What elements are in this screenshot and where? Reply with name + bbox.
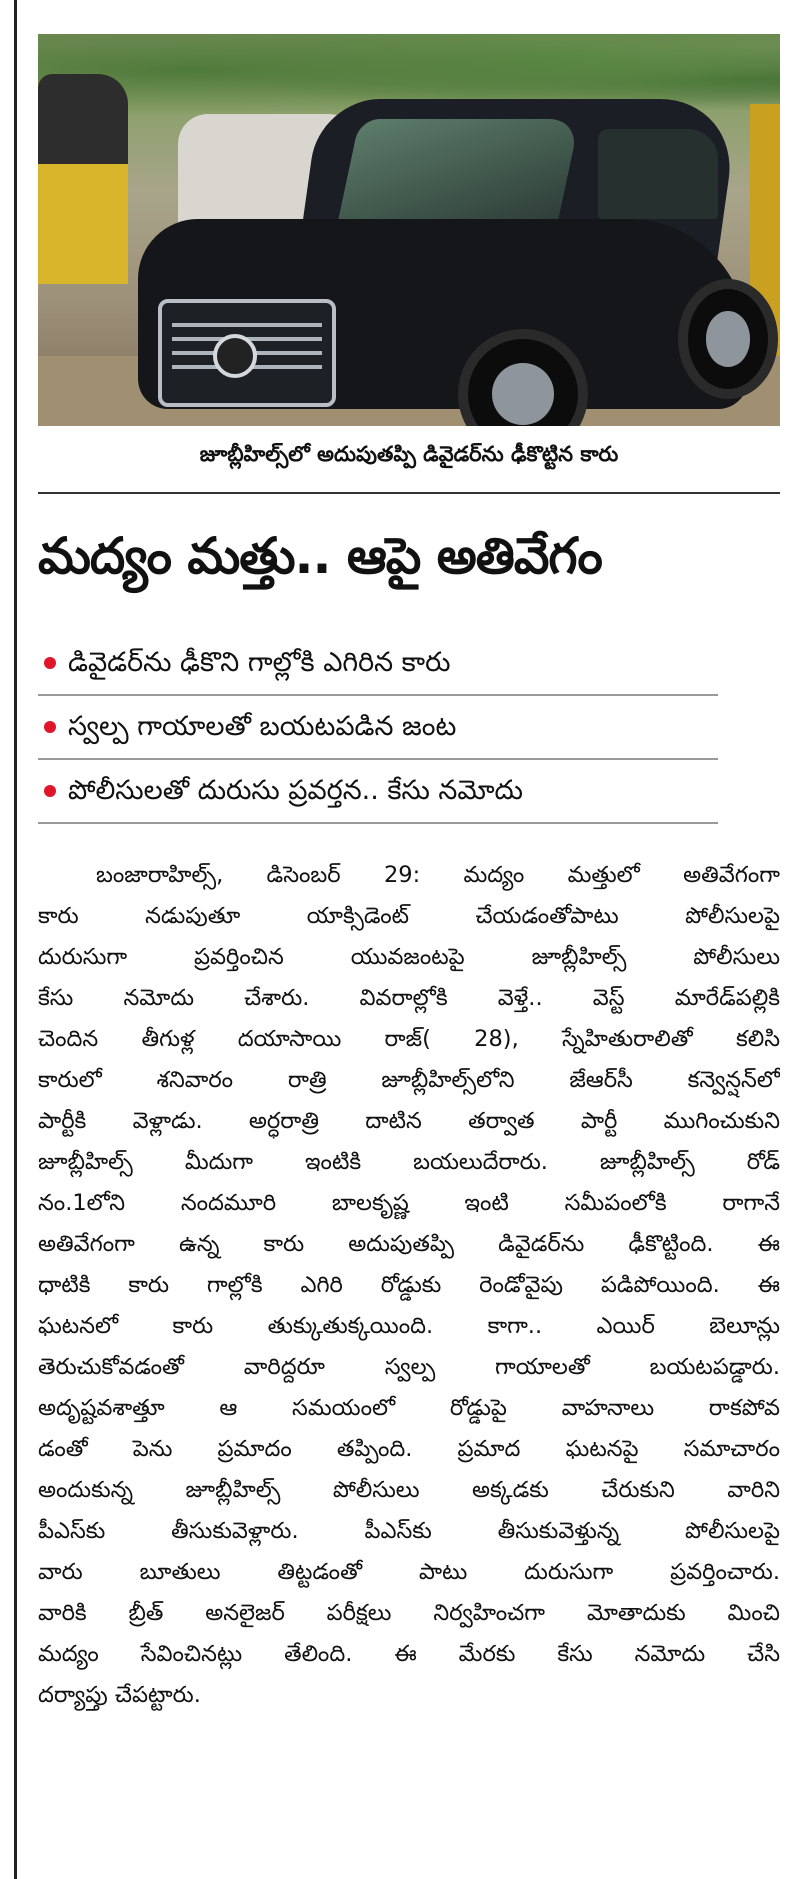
highlight-item — [38, 632, 718, 696]
body-line: తెరుచుకోవడంతో వారిద్దరూ స్వల్ప గాయాలతో బయటపడ్డారు. — [38, 1354, 780, 1380]
body-line: కారులో శనివారం రాత్రి జూబ్లీహిల్స్‌లోని జేఆర్‌సీ కన్వెన్షన్‌లో — [38, 1067, 780, 1093]
article-body — [38, 855, 780, 1716]
car-emblem — [213, 334, 257, 378]
body-line: చెందిన తీగుళ్ల దయాసాయి రాజ్( 28), స్నేహితురాలితో కలిసి — [38, 1026, 780, 1052]
highlight-text: డివైడర్‌ను ఢీకొని గాల్లోకి ఎగిరిన కారు — [68, 647, 451, 678]
highlights-list — [38, 632, 718, 824]
body-line: దర్యాప్తు చేపట్టారు. — [38, 1682, 201, 1708]
body-line: మద్యం సేవించినట్లు తేలింది. ఈ మేరకు కేసు నమోదు చేసి — [38, 1641, 780, 1667]
highlight-text: స్వల్ప గాయాలతో బయటపడిన జంట — [68, 711, 457, 742]
damaged-car — [118, 89, 758, 426]
body-line: అందుకున్న జూబ్లీహిల్స్ పోలీసులు అక్కడకు చేరుకుని వారిని — [38, 1477, 780, 1503]
body-line: ధాటికి కారు గాల్లోకి ఎగిరి రోడ్డుకు రెండోవైపు పడిపోయింది. ఈ — [38, 1272, 780, 1298]
body-line: జూబ్లీహిల్స్ మీదుగా ఇంటికి బయలుదేరారు. జూబ్లీహిల్స్ రోడ్ — [38, 1149, 780, 1175]
news-photo — [38, 34, 780, 426]
highlight-text: పోలీసులతో దురుసు ప్రవర్తన.. కేసు నమోదు — [68, 775, 523, 806]
highlight-item — [38, 760, 718, 824]
body-line: పీఎస్‌కు తీసుకువెళ్లారు. పీఎస్‌కు తీసుకువెళ్తున్న పోలీసులపై — [38, 1518, 780, 1544]
car-rear-wheel — [678, 279, 778, 399]
body-line: డంతో పెను ప్రమాదం తప్పింది. ప్రమాద ఘటనపై సమాచారం — [38, 1436, 780, 1462]
body-line: బంజారాహిల్స్, డిసెంబర్ 29: మద్యం మత్తులో అతివేగంగా — [96, 862, 780, 888]
body-line: వారు బూతులు తిట్టడంతో పాటు దురుసుగా ప్రవర్తించారు. — [38, 1559, 780, 1585]
highlight-item — [38, 696, 718, 760]
body-line: కేసు నమోదు చేశారు. వివరాల్లోకి వెళ్తే.. వెస్ట్ మారేడ్‌పల్లికి — [38, 985, 780, 1011]
article-headline: మద్యం మత్తు.. ఆపై అతివేగం — [38, 527, 602, 585]
photo-autorickshaw — [38, 74, 128, 284]
body-line: దురుసుగా ప్రవర్తించిన యువజంటపై జూబ్లీహిల్స్ పోలీసులు — [38, 944, 780, 970]
bullet-dot-icon — [44, 785, 56, 797]
body-line: వారికి బ్రీత్ అనలైజర్ పరీక్షలు నిర్వహించగా మోతాదుకు మించి — [38, 1600, 780, 1626]
bullet-dot-icon — [44, 657, 56, 669]
body-line: పార్టీకి వెళ్లాడు. అర్ధరాత్రి దాటిన తర్వాత పార్టీ ముగించుకుని — [38, 1108, 780, 1134]
body-line: ఘటనలో కారు తుక్కుతుక్కయింది. కాగా.. ఎయిర్ బెలూన్లు — [38, 1313, 780, 1339]
body-line: నం.1లోని నందమూరి బాలకృష్ణ ఇంటి సమీపంలోకి రాగానే — [38, 1190, 780, 1216]
caption-divider — [38, 492, 780, 494]
body-line: కారు నడుపుతూ యాక్సిడెంట్ చేయడంతోపాటు పోలీసులపై — [38, 903, 780, 929]
bullet-dot-icon — [44, 721, 56, 733]
body-line: అదృష్టవశాత్తూ ఆ సమయంలో రోడ్డుపై వాహనాలు రాకపోవ — [38, 1395, 780, 1421]
column-rule — [14, 0, 17, 1879]
body-line: అతివేగంగా ఉన్న కారు అదుపుతప్పి డివైడర్‌ను ఢీకొట్టింది. ఈ — [38, 1231, 780, 1257]
photo-caption: జూబ్లీహిల్స్‌లో అదుపుతప్పి డివైడర్‌ను ఢీకొట్టిన కారు — [199, 442, 619, 466]
